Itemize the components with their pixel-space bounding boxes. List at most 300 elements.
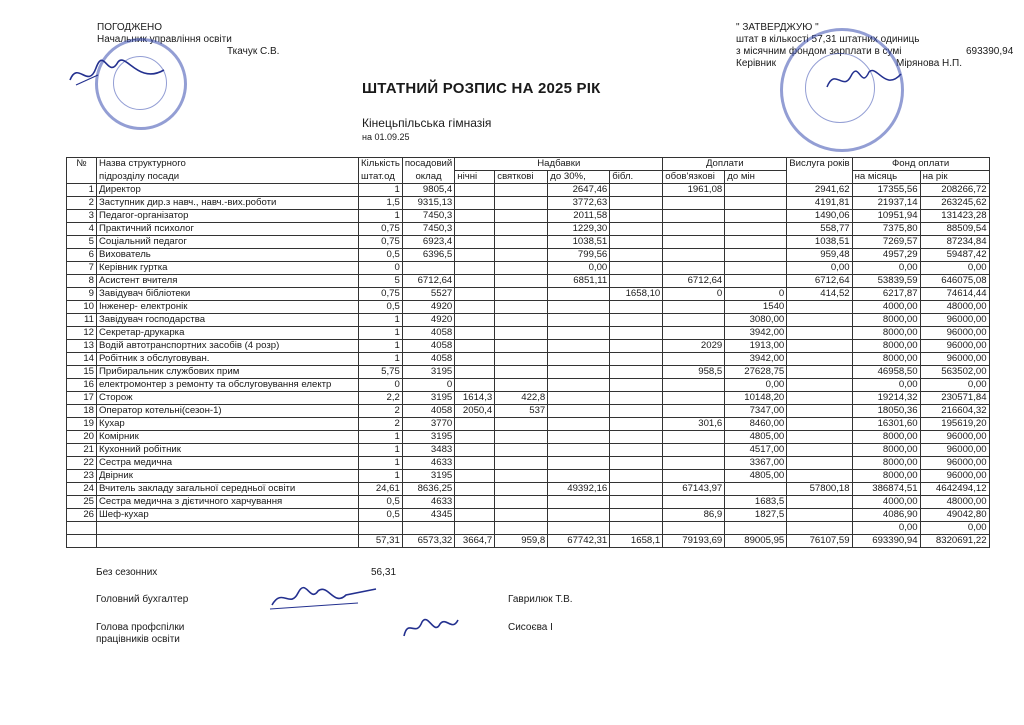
row-name: Інженер- електронік [97, 301, 359, 314]
no-seasonal-label: Без сезонних [96, 567, 158, 578]
row-upto30 [548, 327, 610, 340]
row-mandatory: 0 [663, 288, 725, 301]
row-holiday [495, 314, 548, 327]
row-mandatory [663, 249, 725, 262]
row-seniority [787, 522, 852, 535]
row-qty: 0,5 [359, 301, 403, 314]
row-num: 12 [67, 327, 97, 340]
row-month: 0,00 [852, 262, 920, 275]
row-mandatory [663, 262, 725, 275]
row-month: 8000,00 [852, 340, 920, 353]
row-salary: 3770 [402, 418, 454, 431]
row-name: Прибиральник службових прим [97, 366, 359, 379]
accountant-title: Головний бухгалтер [96, 594, 189, 605]
row-upto30: 1038,51 [548, 236, 610, 249]
row-tomin: 10148,20 [725, 392, 787, 405]
row-holiday [495, 210, 548, 223]
row-salary: 9805,4 [402, 184, 454, 197]
row-holiday [495, 496, 548, 509]
totals-year: 8320691,22 [920, 535, 989, 548]
row-tomin [725, 483, 787, 496]
row-library [610, 366, 663, 379]
row-night [455, 483, 495, 496]
header-salary-1: посадовий [402, 158, 454, 171]
table-row [67, 366, 990, 379]
row-seniority [787, 418, 852, 431]
row-salary: 8636,25 [402, 483, 454, 496]
row-holiday [495, 249, 548, 262]
row-num: 16 [67, 379, 97, 392]
header-mandatory: обов'язкові [663, 171, 725, 184]
row-holiday [495, 301, 548, 314]
row-holiday [495, 262, 548, 275]
row-holiday [495, 197, 548, 210]
row-name: Педагог-організатор [97, 210, 359, 223]
row-night [455, 457, 495, 470]
row-library [610, 249, 663, 262]
header-extras: Доплати [663, 158, 787, 171]
row-holiday: 537 [495, 405, 548, 418]
row-night [455, 431, 495, 444]
row-month: 4000,00 [852, 301, 920, 314]
table-row [67, 379, 990, 392]
row-upto30 [548, 431, 610, 444]
row-library [610, 210, 663, 223]
row-num: 13 [67, 340, 97, 353]
row-month: 0,00 [852, 379, 920, 392]
row-seniority [787, 379, 852, 392]
row-name: Завідувач господарства [97, 314, 359, 327]
row-seniority [787, 327, 852, 340]
table-row [67, 418, 990, 431]
header-name-2: підрозділу посади [97, 171, 359, 184]
totals-upto30: 67742,31 [548, 535, 610, 548]
row-upto30 [548, 288, 610, 301]
row-qty: 2,2 [359, 392, 403, 405]
row-salary: 4058 [402, 405, 454, 418]
row-night [455, 236, 495, 249]
header-num-2 [67, 171, 97, 184]
union-signature-icon [400, 612, 462, 642]
row-night: 1614,3 [455, 392, 495, 405]
header-row-2 [67, 171, 990, 184]
row-night [455, 496, 495, 509]
row-tomin: 3942,00 [725, 327, 787, 340]
row-salary: 4058 [402, 340, 454, 353]
header-tomin: до мін [725, 171, 787, 184]
row-tomin [725, 275, 787, 288]
row-seniority [787, 392, 852, 405]
row-year: 48000,00 [920, 496, 989, 509]
row-upto30: 3772,63 [548, 197, 610, 210]
row-name: електромонтер з ремонту та обслуговування електр [97, 379, 359, 392]
document-title: ШТАТНИЙ РОЗПИС НА 2025 РІК [362, 80, 601, 97]
row-mandatory [663, 314, 725, 327]
row-upto30: 799,56 [548, 249, 610, 262]
row-num: 10 [67, 301, 97, 314]
header-upto30: до 30%, [548, 171, 610, 184]
row-library [610, 275, 663, 288]
row-holiday [495, 431, 548, 444]
row-mandatory [663, 236, 725, 249]
row-seniority [787, 431, 852, 444]
row-year: 96000,00 [920, 457, 989, 470]
row-salary [402, 262, 454, 275]
row-qty: 0,75 [359, 223, 403, 236]
row-qty: 1 [359, 431, 403, 444]
row-salary: 4058 [402, 353, 454, 366]
row-salary: 9315,13 [402, 197, 454, 210]
row-salary: 4920 [402, 301, 454, 314]
row-night [455, 522, 495, 535]
approval-right-fund-value: 693390,94 [966, 46, 1014, 57]
row-upto30: 2647,46 [548, 184, 610, 197]
row-mandatory [663, 405, 725, 418]
row-qty: 1 [359, 314, 403, 327]
row-holiday [495, 470, 548, 483]
totals-seniority: 76107,59 [787, 535, 852, 548]
totals-salary: 6573,32 [402, 535, 454, 548]
row-holiday [495, 353, 548, 366]
row-mandatory [663, 379, 725, 392]
row-seniority [787, 405, 852, 418]
row-num: 1 [67, 184, 97, 197]
row-salary: 3195 [402, 392, 454, 405]
row-month: 386874,51 [852, 483, 920, 496]
row-year: 0,00 [920, 262, 989, 275]
row-qty: 0,75 [359, 236, 403, 249]
row-num: 23 [67, 470, 97, 483]
union-name: Сисоєва І [508, 622, 553, 633]
header-name-1: Назва структурного [97, 158, 359, 171]
row-mandatory [663, 353, 725, 366]
row-name: Соціальний педагог [97, 236, 359, 249]
row-name: Секретар-друкарка [97, 327, 359, 340]
row-tomin: 3942,00 [725, 353, 787, 366]
row-year: 96000,00 [920, 314, 989, 327]
row-qty: 5 [359, 275, 403, 288]
row-month: 8000,00 [852, 470, 920, 483]
row-month: 18050,36 [852, 405, 920, 418]
header-seniority: Вислуга років [787, 158, 852, 171]
row-upto30 [548, 340, 610, 353]
row-night [455, 353, 495, 366]
row-holiday [495, 418, 548, 431]
row-name: Вчитель закладу загальної середньої освіти [97, 483, 359, 496]
header-num: № [67, 158, 97, 171]
row-name: Вихователь [97, 249, 359, 262]
row-num: 2 [67, 197, 97, 210]
row-num: 22 [67, 457, 97, 470]
row-holiday [495, 457, 548, 470]
row-tomin [725, 249, 787, 262]
header-night: нічні [455, 171, 495, 184]
row-library [610, 340, 663, 353]
row-month: 0,00 [852, 522, 920, 535]
row-month: 4086,90 [852, 509, 920, 522]
row-seniority: 0,00 [787, 262, 852, 275]
row-num: 3 [67, 210, 97, 223]
row-holiday [495, 236, 548, 249]
row-year: 563502,00 [920, 366, 989, 379]
row-library [610, 353, 663, 366]
row-year: 96000,00 [920, 327, 989, 340]
table-row [67, 197, 990, 210]
row-tomin: 1540 [725, 301, 787, 314]
row-year: 263245,62 [920, 197, 989, 210]
header-year: на рік [920, 171, 989, 184]
row-salary: 3483 [402, 444, 454, 457]
row-library [610, 327, 663, 340]
row-night [455, 288, 495, 301]
totals-holiday: 959,8 [495, 535, 548, 548]
row-salary: 7450,3 [402, 210, 454, 223]
row-upto30: 0,00 [548, 262, 610, 275]
row-num: 15 [67, 366, 97, 379]
accountant-name: Гаврилюк Т.В. [508, 594, 573, 605]
row-seniority [787, 301, 852, 314]
row-qty: 24,61 [359, 483, 403, 496]
row-qty: 2 [359, 405, 403, 418]
row-salary: 0 [402, 379, 454, 392]
header-fund: Фонд оплати [852, 158, 989, 171]
row-upto30 [548, 509, 610, 522]
table-row [67, 327, 990, 340]
row-holiday [495, 379, 548, 392]
row-month: 8000,00 [852, 457, 920, 470]
row-tomin: 1913,00 [725, 340, 787, 353]
row-tomin [725, 223, 787, 236]
row-seniority: 1490,06 [787, 210, 852, 223]
table-row [67, 470, 990, 483]
row-name: Двірник [97, 470, 359, 483]
row-mandatory [663, 470, 725, 483]
row-night: 2050,4 [455, 405, 495, 418]
row-library [610, 184, 663, 197]
row-upto30: 6851,11 [548, 275, 610, 288]
totals-row [67, 535, 990, 548]
row-tomin: 4517,00 [725, 444, 787, 457]
row-salary: 4920 [402, 314, 454, 327]
school-name: Кінецьпільська гімназія [362, 116, 492, 130]
table-row [67, 457, 990, 470]
approval-right-head-name: Мірянова Н.П. [896, 58, 963, 69]
header-holiday: святкові [495, 171, 548, 184]
row-seniority: 6712,64 [787, 275, 852, 288]
row-seniority [787, 444, 852, 457]
row-year: 195619,20 [920, 418, 989, 431]
row-salary: 3195 [402, 431, 454, 444]
row-num: 19 [67, 418, 97, 431]
row-mandatory [663, 210, 725, 223]
row-holiday [495, 288, 548, 301]
approval-right-head-label: Керівник [736, 58, 776, 69]
row-seniority [787, 353, 852, 366]
row-upto30 [548, 379, 610, 392]
row-mandatory: 67143,97 [663, 483, 725, 496]
table-row [67, 405, 990, 418]
row-year: 96000,00 [920, 444, 989, 457]
row-year: 59487,42 [920, 249, 989, 262]
row-mandatory [663, 223, 725, 236]
row-month: 7269,57 [852, 236, 920, 249]
totals-night: 3664,7 [455, 535, 495, 548]
row-month: 17355,56 [852, 184, 920, 197]
table-row [67, 444, 990, 457]
row-name: Сестра медична [97, 457, 359, 470]
row-library [610, 236, 663, 249]
row-num: 8 [67, 275, 97, 288]
row-night [455, 327, 495, 340]
row-month: 4000,00 [852, 496, 920, 509]
row-seniority [787, 340, 852, 353]
row-name: Шеф-кухар [97, 509, 359, 522]
staff-schedule-table [66, 157, 990, 548]
row-tomin: 0 [725, 288, 787, 301]
row-salary: 6396,5 [402, 249, 454, 262]
row-night [455, 418, 495, 431]
row-tomin [725, 236, 787, 249]
row-tomin: 1683,5 [725, 496, 787, 509]
table-row [67, 314, 990, 327]
header-qty-1: Кількість [359, 158, 403, 171]
totals-qty: 57,31 [359, 535, 403, 548]
row-qty: 1 [359, 340, 403, 353]
row-name: Оператор котельні(сезон-1) [97, 405, 359, 418]
row-year: 208266,72 [920, 184, 989, 197]
row-qty: 0 [359, 262, 403, 275]
row-qty [359, 522, 403, 535]
union-title-1: Голова профспілки [96, 622, 185, 633]
row-name: Робітник з обслуговуван. [97, 353, 359, 366]
row-library [610, 457, 663, 470]
row-night [455, 197, 495, 210]
row-upto30 [548, 470, 610, 483]
row-library [610, 470, 663, 483]
row-name: Завідувач бібліотеки [97, 288, 359, 301]
row-num: 21 [67, 444, 97, 457]
row-night [455, 184, 495, 197]
row-name: Керівник гуртка [97, 262, 359, 275]
table-row [67, 509, 990, 522]
row-upto30 [548, 353, 610, 366]
table-body [67, 184, 990, 535]
row-upto30 [548, 405, 610, 418]
row-tomin: 3080,00 [725, 314, 787, 327]
row-name: Кухар [97, 418, 359, 431]
header-row-1 [67, 158, 990, 171]
row-month: 16301,60 [852, 418, 920, 431]
row-num: 17 [67, 392, 97, 405]
row-library [610, 496, 663, 509]
row-tomin: 1827,5 [725, 509, 787, 522]
row-salary: 4633 [402, 457, 454, 470]
row-year: 4642494,12 [920, 483, 989, 496]
row-month: 8000,00 [852, 431, 920, 444]
row-tomin: 3367,00 [725, 457, 787, 470]
row-night [455, 366, 495, 379]
row-tomin: 7347,00 [725, 405, 787, 418]
row-holiday [495, 483, 548, 496]
row-month: 8000,00 [852, 314, 920, 327]
row-year: 131423,28 [920, 210, 989, 223]
table-row [67, 392, 990, 405]
row-upto30: 1229,30 [548, 223, 610, 236]
row-qty: 1,5 [359, 197, 403, 210]
row-tomin: 27628,75 [725, 366, 787, 379]
row-year: 230571,84 [920, 392, 989, 405]
table-row [67, 184, 990, 197]
row-seniority: 959,48 [787, 249, 852, 262]
row-num: 26 [67, 509, 97, 522]
row-upto30 [548, 522, 610, 535]
row-upto30 [548, 418, 610, 431]
row-holiday [495, 366, 548, 379]
row-month: 46958,50 [852, 366, 920, 379]
totals-name [97, 535, 359, 548]
row-night [455, 379, 495, 392]
row-tomin [725, 197, 787, 210]
accountant-signature-icon [268, 583, 380, 613]
row-qty: 1 [359, 470, 403, 483]
row-holiday [495, 327, 548, 340]
approval-left-position: Начальник управління освіти [97, 34, 232, 45]
row-qty: 0,5 [359, 496, 403, 509]
row-mandatory [663, 457, 725, 470]
row-seniority: 414,52 [787, 288, 852, 301]
row-name: Практичний психолог [97, 223, 359, 236]
row-month: 8000,00 [852, 353, 920, 366]
row-year: 216604,32 [920, 405, 989, 418]
row-name: Водій автотранспортних засобів (4 розр) [97, 340, 359, 353]
row-mandatory [663, 431, 725, 444]
row-mandatory [663, 496, 725, 509]
row-library [610, 223, 663, 236]
table-row [67, 262, 990, 275]
row-month: 8000,00 [852, 327, 920, 340]
table-row [67, 496, 990, 509]
header-seniority-2 [787, 171, 852, 184]
approval-left-name: Ткачук С.В. [227, 46, 280, 57]
row-holiday [495, 275, 548, 288]
row-month: 8000,00 [852, 444, 920, 457]
row-name: Сестра медична з дієтичного харчування [97, 496, 359, 509]
totals-num [67, 535, 97, 548]
row-mandatory: 2029 [663, 340, 725, 353]
row-qty: 1 [359, 327, 403, 340]
row-month: 7375,80 [852, 223, 920, 236]
row-num: 24 [67, 483, 97, 496]
row-qty: 0,5 [359, 249, 403, 262]
no-seasonal-value: 56,31 [371, 567, 397, 578]
row-mandatory [663, 444, 725, 457]
totals-month: 693390,94 [852, 535, 920, 548]
row-night [455, 314, 495, 327]
row-upto30 [548, 392, 610, 405]
header-allowances: Надбавки [455, 158, 663, 171]
table-row [67, 249, 990, 262]
row-upto30 [548, 366, 610, 379]
row-upto30 [548, 301, 610, 314]
row-salary: 6923,4 [402, 236, 454, 249]
table-row [67, 431, 990, 444]
row-mandatory [663, 301, 725, 314]
row-qty: 0 [359, 379, 403, 392]
row-library [610, 431, 663, 444]
row-tomin: 0,00 [725, 379, 787, 392]
row-seniority [787, 509, 852, 522]
row-num: 5 [67, 236, 97, 249]
